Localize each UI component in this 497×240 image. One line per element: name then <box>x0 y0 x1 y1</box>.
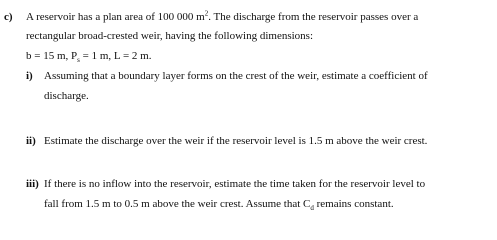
subpart-iii-line-2 <box>44 198 394 211</box>
intro-line-2: rectangular broad-crested weir, having the following dimensions: <box>26 30 313 42</box>
dimensions-text-a: b = 15 m, P <box>26 50 78 62</box>
subpart-i-label: i) <box>26 70 33 82</box>
subpart-iii-text-a: fall from 1.5 m to 0.5 m above the weir crest. Assume that C <box>44 198 311 210</box>
area-exponent: 2 <box>204 9 209 18</box>
part-label: c) <box>4 11 13 23</box>
intro-text-b: . The discharge from the reservoir passes over a <box>208 11 419 23</box>
dimensions-subscript: s <box>77 56 80 65</box>
subpart-ii-label: ii) <box>26 135 36 147</box>
subpart-iii-text-b: remains constant. <box>313 198 394 210</box>
cd-subscript: d <box>310 204 314 213</box>
subpart-i-line-2: discharge. <box>44 90 89 102</box>
subpart-i-line-1: Assuming that a boundary layer forms on the crest of the weir, estimate a coefficient of <box>44 70 428 82</box>
intro-text-a: A reservoir has a plan area of 100 000 m <box>26 11 205 23</box>
dimensions-line <box>26 50 151 63</box>
dimensions-text-b: = 1 m, L = 2 m. <box>79 50 152 62</box>
intro-line-1 <box>26 11 418 24</box>
subpart-ii-line-1: Estimate the discharge over the weir if the reservoir level is 1.5 m above the weir crest. <box>44 135 428 147</box>
subpart-iii-label: iii) <box>26 178 39 190</box>
subpart-iii-line-1: If there is no inflow into the reservoir, estimate the time taken for the reservoir level to <box>44 178 426 190</box>
